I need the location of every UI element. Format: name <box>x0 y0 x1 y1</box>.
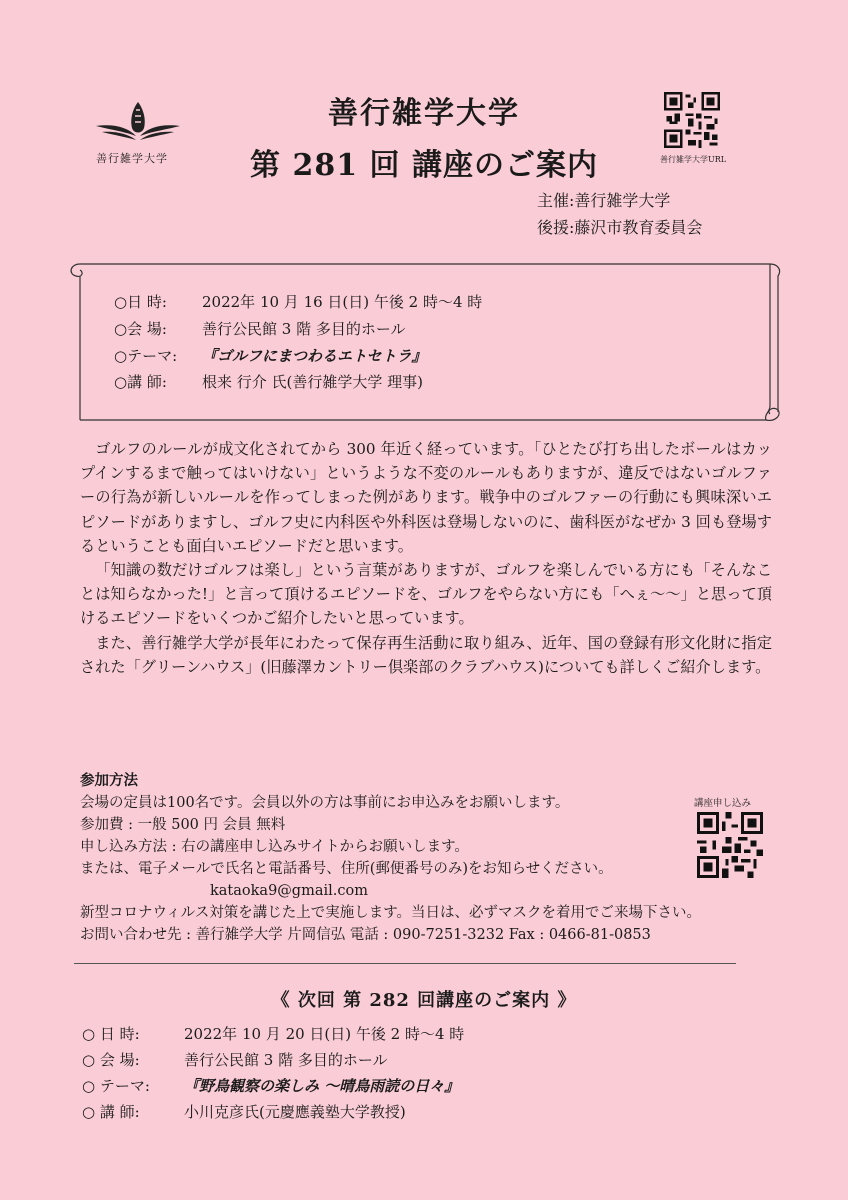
paragraph: 「知識の数だけゴルフは楽し」という言葉がありますが、ゴルフを楽しんでいる方にも「そんなことは知らなかった!」と言って頂けるエピソードを、ゴルフをやらない方にも「へぇ～～」と思って頂けるエピソードをいくつかご紹介したいと思っています。 <box>80 561 772 628</box>
lecture-description <box>80 437 772 679</box>
lecturer-label: ○ 講 師: <box>82 1103 140 1121</box>
divider <box>74 963 736 964</box>
application-method: 申し込み方法 : 右の講座申し込みサイトからお願いします。 <box>80 839 469 855</box>
email-link[interactable]: kataoka9@gmail.com <box>210 883 368 899</box>
next-lecture-theme <box>82 1075 459 1096</box>
qr-code-icon[interactable] <box>662 92 722 148</box>
next-lecture-title: 《 次回 第 282 回講座のご案内 》 <box>271 990 577 1011</box>
supporter: 後援:藤沢市教育委員会 <box>537 218 703 237</box>
theme-value: 『野鳥観察の楽しみ ～晴鳥雨読の日々』 <box>184 1077 460 1095</box>
date-value: 2022年 10 月 20 日(日) 午後 2 時～4 時 <box>184 1025 465 1043</box>
qr-code-icon[interactable] <box>692 812 768 878</box>
organizer: 主催:善行雑学大学 <box>537 191 671 210</box>
date-label: ○ 日 時: <box>82 1025 140 1043</box>
venue-label: ○会 場: <box>114 320 167 338</box>
qr-code-caption: 善行雑学大学URL <box>660 155 727 164</box>
theme-label: ○テーマ: <box>114 347 178 365</box>
paragraph: ゴルフのルールが成文化されてから 300 年近く経っています。「ひとたび打ち出したボールはカップインするまで触ってはいけない」というような不変のルールもありますが、違反ではないゴルファーの行為が新しいルールを作ってしまった例があります。戦争中のゴルファーの行動にも興味深いエピソードがありますし、ゴルフ史に内科医や外科医は登場しないのに、歯科医がなぜか 3 回も登場するということも面白いエピソードだと思います。 <box>80 440 772 555</box>
date-label: ○日 時: <box>114 293 167 311</box>
section-heading: 参加方法 <box>80 772 138 789</box>
venue-value: 善行公民館 3 階 多目的ホール <box>202 320 406 338</box>
contact-info: お問い合わせ先 : 善行雑学大学 片岡信弘 電話 : 090-7251-3232 Fax : 0466-81-0853 <box>80 927 651 943</box>
lecturer-label: ○講 師: <box>114 373 167 391</box>
lecturer-value: 小川克彦氏(元慶應義塾大学教授) <box>184 1103 406 1121</box>
lecture-venue <box>114 318 406 339</box>
logo-text: 善行雑学大学 <box>96 152 168 165</box>
paragraph: また、善行雑学大学が長年にわたって保存再生活動に取り組み、近年、国の登録有形文化財に指定された「グリーンハウス」(旧藤澤カントリー倶楽部のクラブハウス)についても詳しくご紹介します。 <box>80 633 772 676</box>
next-lecture-date <box>82 1023 464 1044</box>
venue-label: ○ 会 場: <box>82 1051 140 1069</box>
lecture-lecturer <box>114 371 423 392</box>
participation-section <box>80 770 780 946</box>
theme-value: 『ゴルフにまつわるエトセトラ』 <box>202 347 427 365</box>
next-lecture-venue <box>82 1049 388 1070</box>
venue-value: 善行公民館 3 階 多目的ホール <box>184 1051 388 1069</box>
date-value: 2022年 10 月 16 日(日) 午後 2 時～4 時 <box>202 293 483 311</box>
page-title: 善行雑学大学 <box>328 96 520 131</box>
next-lecture-lecturer <box>82 1101 406 1122</box>
lecture-date <box>114 291 482 312</box>
covid-notice: 新型コロナウィルス対策を講じた上で実施します。当日は、必ずマスクを着用でご来場下さい。 <box>80 905 702 921</box>
lecture-theme <box>114 345 427 366</box>
qr-code-caption: 講座申し込み <box>694 798 752 809</box>
lecturer-value: 根来 行介 氏(善行雑学大学 理事) <box>202 373 424 391</box>
email-instructions: または、電子メールで氏名と電話番号、住所(郵便番号のみ)をお知らせください。 <box>80 861 613 877</box>
theme-label: ○ テーマ: <box>82 1077 150 1095</box>
fee-text: 参加費 : 一般 500 円 会員 無料 <box>80 817 286 833</box>
scroll-frame <box>66 256 784 428</box>
capacity-text: 会場の定員は100名です。会員以外の方は事前にお申込みをお願いします。 <box>80 795 570 811</box>
page-subtitle: 第 281 回 講座のご案内 <box>250 148 598 183</box>
